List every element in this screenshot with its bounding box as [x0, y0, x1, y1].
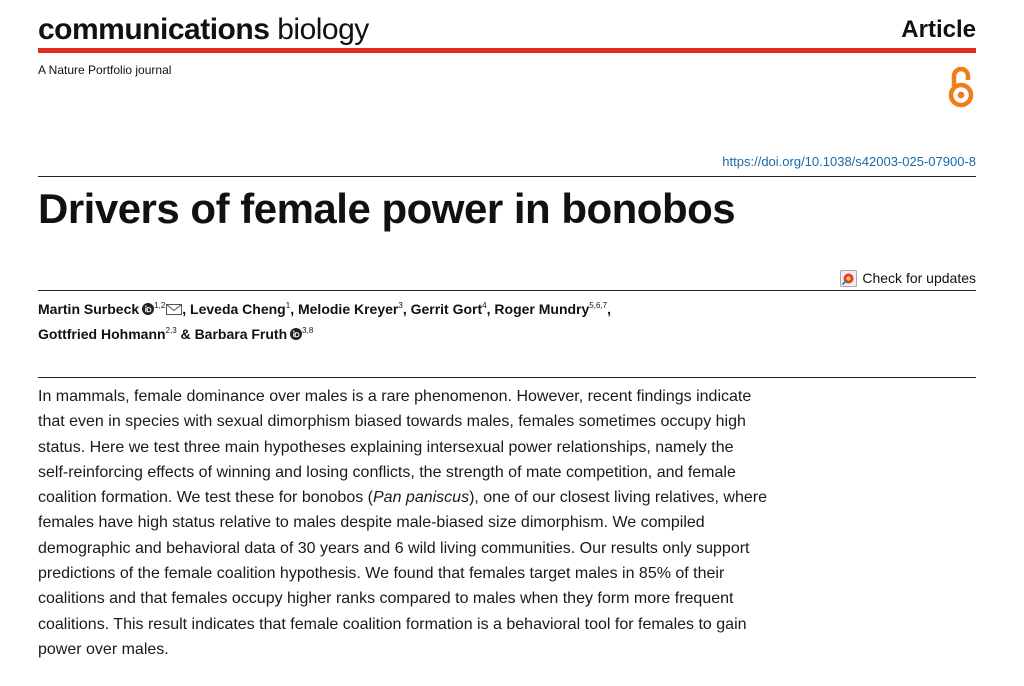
abstract-line: females have high status relative to males despite male-biased size dimorphism. We compiled — [38, 514, 705, 532]
author-name[interactable]: Gerrit Gort$^4$ — [410, 301, 487, 317]
doi-link[interactable]: https://doi.org/10.1038/s42003-025-07900-8 — [722, 154, 976, 169]
portfolio-label: A Nature Portfolio journal — [38, 63, 172, 77]
author-name[interactable]: Barbara Fruth $^{3,8}$ — [194, 326, 314, 342]
author-list — [38, 297, 938, 347]
abstract-line: self-reinforcing effects of winning and losing conflicts, the strength of mate competition, and female — [38, 463, 736, 481]
author-name[interactable]: Leveda Cheng$^1$ — [190, 301, 291, 317]
author-name[interactable]: Martin Surbeck $^{1,2}$ — [38, 301, 166, 317]
author-name[interactable]: Melodie Kreyer$^3$ — [297, 301, 403, 317]
email-icon[interactable] — [166, 304, 182, 315]
abstract-line: demographic and behavioral data of 30 years and 6 wild living communities. Our results only support — [38, 539, 750, 557]
species-name: Pan paniscus — [373, 489, 470, 507]
title-top-divider — [38, 176, 976, 177]
orcid-icon[interactable] — [142, 303, 154, 315]
abstract — [38, 384, 838, 662]
author-line: Martin Surbeck $^{1,2}$ , Leveda Cheng$^1$, Melodie Kreyer$^3$, Gerrit Gort$^4$, Roger Mundry$^{5,6,7}$, — [38, 301, 611, 317]
check-for-updates-button[interactable] — [840, 268, 976, 288]
orcid-icon[interactable] — [290, 328, 302, 340]
abstract-line: coalitions and that females occupy higher ranks compared to males when they form more frequent — [38, 590, 734, 608]
journal-name-light: biology — [277, 13, 369, 46]
check-for-updates-icon — [840, 270, 857, 287]
journal-name[interactable] — [38, 12, 369, 48]
journal-header — [38, 8, 976, 52]
check-for-updates-label: Check for updates — [862, 270, 976, 286]
header-divider — [38, 48, 976, 53]
author-line: Gottfried Hohmann$^{2,3}$ & Barbara Fruth $^{3,8}$ — [38, 326, 314, 342]
open-access-icon — [944, 64, 978, 108]
journal-name-bold: communications — [38, 13, 270, 46]
article-type-label: Article — [901, 16, 976, 43]
abstract-line: power over males. — [38, 640, 169, 658]
abstract-top-divider — [38, 377, 976, 378]
abstract-line: that even in species with sexual dimorphism biased towards males, females sometimes occupy high — [38, 413, 746, 431]
abstract-line: predictions of the female coalition hypothesis. We found that females target males in 85% of their — [38, 565, 725, 583]
abstract-line: In mammals, female dominance over males is a rare phenomenon. However, recent findings indicate — [38, 388, 752, 405]
abstract-line: status. Here we test three main hypotheses explaining intersexual power relationships, namely the — [38, 438, 734, 456]
authors-top-divider — [38, 290, 976, 291]
author-name[interactable]: Gottfried Hohmann$^{2,3}$ — [38, 326, 177, 342]
article-title: Drivers of female power in bonobos — [38, 185, 736, 232]
abstract-line: coalition formation. We test these for bonobos (Pan paniscus), one of our closest living relatives, where — [38, 489, 767, 507]
author-name[interactable]: Roger Mundry$^{5,6,7}$ — [494, 301, 608, 317]
abstract-line: coalitions. This result indicates that female coalition formation is a behavioral tool for females to gain — [38, 615, 747, 633]
